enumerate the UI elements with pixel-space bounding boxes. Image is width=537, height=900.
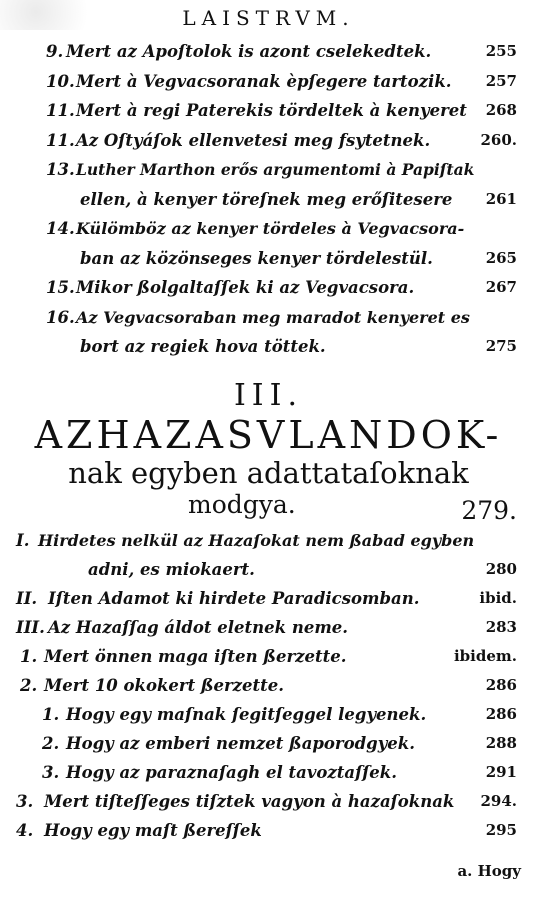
entry-page: 295 <box>485 821 517 839</box>
entry-number: 13. <box>46 160 75 179</box>
entry-number: 14. <box>46 219 75 238</box>
section-title-line2: nak egyben adattataſoknak <box>68 456 469 490</box>
entry-number: 11. <box>46 130 75 150</box>
entry-page: 267 <box>485 278 517 296</box>
entry-text: Mikor ßolgaltaſſek ki az Vegvacsora. <box>76 278 415 297</box>
contents-entry <box>0 765 537 794</box>
entry-text: adni, es miokaert. <box>88 560 255 579</box>
entry-number: 10. <box>46 71 75 91</box>
entry-text: Mert önnen maga iſten ßerzette. <box>44 647 347 666</box>
entry-text: bort az regiek hova töttek. <box>80 337 326 356</box>
entry-text: Luther Marthon erős argumentomi à Papiſtak <box>76 160 475 179</box>
section-title-line1: AZHAZASVLANDOK- <box>34 413 503 457</box>
entry-page: 268 <box>485 101 517 119</box>
contents-entry <box>0 649 537 678</box>
entry-page: 286 <box>485 676 517 694</box>
entry-number: 3. <box>16 792 34 811</box>
entry-text: Az Hazaſſag áldot eletnek neme. <box>48 618 349 637</box>
contents-entry <box>0 71 537 104</box>
entry-text: Hogy az emberi nemzet ßaporodgyek. <box>66 734 415 753</box>
contents-entry <box>0 707 537 736</box>
entry-number: I. <box>16 531 30 550</box>
contents-entry <box>0 736 537 765</box>
contents-entry <box>0 189 537 222</box>
contents-entry <box>0 562 537 591</box>
entry-text: Mert tiſteſſeges tiſztek vagyon à hazaſoknak <box>44 792 455 811</box>
entry-page: 286 <box>485 705 517 723</box>
entry-text: Az Oſtyáſok ellenvetesi meg fsytetnek. <box>76 130 431 150</box>
entry-page: 257 <box>485 71 517 90</box>
entry-text: Mert 10 okokert ßerzette. <box>44 676 285 695</box>
entry-number: 11. <box>46 101 75 120</box>
entry-number: 16. <box>46 307 75 327</box>
entry-number: II. <box>16 589 38 608</box>
contents-entry <box>0 280 537 310</box>
contents-entry <box>0 823 537 852</box>
running-head: LAISTRVM. <box>182 6 355 30</box>
entry-number: 1. <box>20 647 38 666</box>
entry-text: Hogy az paraznaſagh el tavoztaſſek. <box>66 763 397 782</box>
entry-text: Mert à Vegvacsoranak èpſegere tartozik. <box>76 71 452 91</box>
entry-number: 3. <box>42 763 60 782</box>
contents-entry <box>0 103 537 133</box>
entry-text: Az Vegvacsoraban meg maradot kenyeret es <box>76 307 470 327</box>
entry-text: Hirdetes nelkül az Hazaſokat nem ßabad egyben <box>38 531 475 550</box>
entry-text: ban az közönseges kenyer tördelestül. <box>80 248 433 268</box>
contents-entry <box>0 591 537 620</box>
entry-text: Mert az Apoſtolok is azont cselekedtek. <box>66 42 432 61</box>
section-title-line3: modgya. <box>188 490 296 519</box>
contents-entry <box>0 221 537 251</box>
entry-page: 283 <box>485 618 517 636</box>
entry-text: Iſten Adamot ki hirdete Paradicsomban. <box>48 589 420 608</box>
contents-entry <box>0 130 537 163</box>
section-number: III. <box>233 378 304 413</box>
contents-entry <box>0 248 537 281</box>
entry-page: ibidem. <box>453 647 517 665</box>
contents-entry <box>0 533 537 562</box>
catchword: a. Hogy <box>457 862 521 880</box>
contents-entry <box>0 307 537 340</box>
entry-page: 294. <box>480 792 517 810</box>
entry-text: Külömböz az kenyer tördeles à Vegvacsora- <box>76 219 465 238</box>
entry-page: 261 <box>485 189 517 208</box>
entry-number: 1. <box>42 705 60 724</box>
entry-page: 255 <box>485 42 517 60</box>
entry-text: ellen, à kenyer töreſnek meg erőſitesere <box>80 189 453 209</box>
contents-entry <box>0 339 537 369</box>
entry-page: 280 <box>485 560 517 578</box>
section-page-ref: 279. <box>461 496 517 525</box>
entry-page: 275 <box>485 337 517 355</box>
entry-text: Hogy egy maſnak ſegitſeggel legyenek. <box>66 705 427 724</box>
entry-number: 2. <box>20 676 38 695</box>
entry-number: 4. <box>16 821 34 840</box>
contents-entry <box>0 794 537 823</box>
entry-number: 15. <box>46 278 75 297</box>
entry-text: Mert à regi Paterekis tördeltek à kenyeret <box>76 101 467 120</box>
entry-page: 291 <box>485 763 517 781</box>
entry-number: 9. <box>46 42 64 61</box>
entry-text: Hogy egy maſt ßereſſek <box>44 821 262 840</box>
entry-number: 2. <box>42 734 60 753</box>
contents-entry <box>0 162 537 192</box>
contents-entry <box>0 620 537 649</box>
entry-page: 288 <box>485 734 517 752</box>
contents-entry <box>0 678 537 707</box>
entry-number: III. <box>16 618 45 637</box>
entry-page: 265 <box>485 248 517 267</box>
contents-entry <box>0 44 537 74</box>
entry-page: ibid. <box>479 589 517 607</box>
entry-page: 260. <box>480 130 517 149</box>
